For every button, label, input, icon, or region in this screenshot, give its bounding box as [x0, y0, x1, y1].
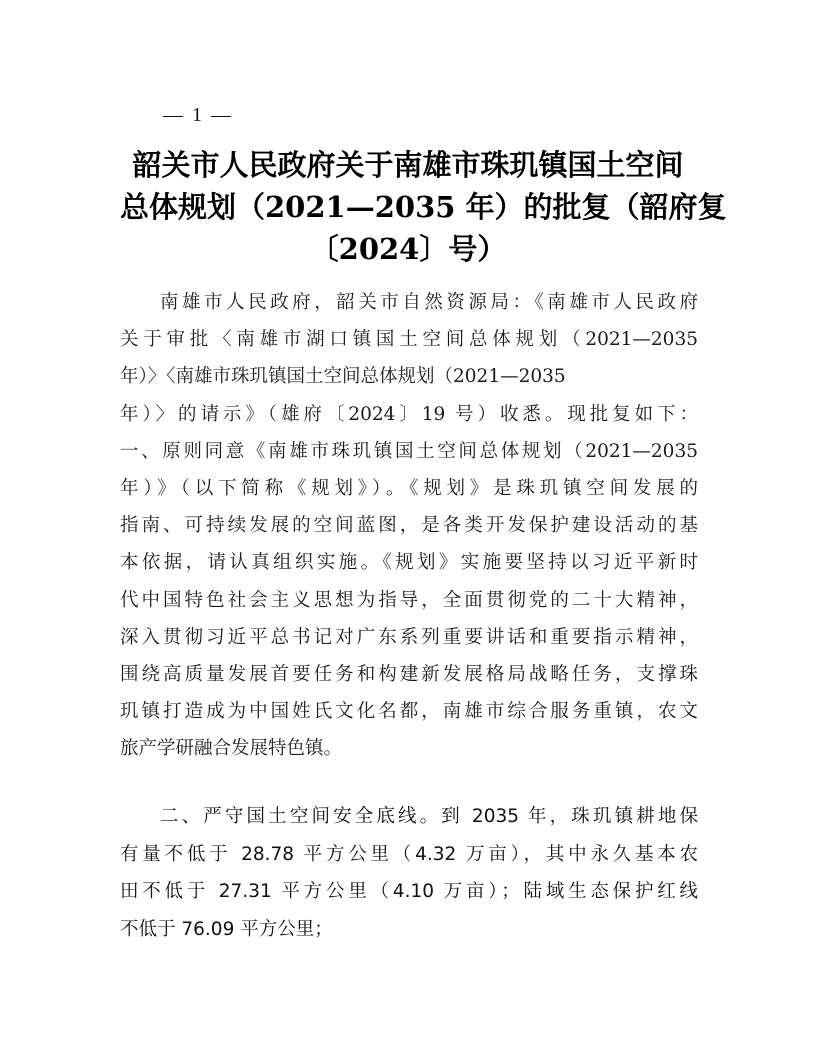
section-two	[120, 798, 698, 948]
body-line: 年）》（以下简称《规划》）。《规划》是珠玑镇空间发展的	[120, 478, 698, 500]
body-line: 关于审批〈南雄市湖口镇国土空间总体规划（2021—2035	[120, 329, 698, 351]
body-line: 旅产学研融合发展特色镇。	[120, 738, 343, 760]
body-line: 年）〉〈南雄市珠玑镇国土空间总体规划（2021—2035	[120, 366, 566, 388]
document-body	[120, 284, 698, 768]
section-line: 二、严守国土空间安全底线。到 2035 年，珠玑镇耕地保	[160, 806, 698, 827]
body-line: 指南、可持续发展的空间蓝图，是各类开发保护建设活动的基	[120, 515, 698, 537]
section-line: 有量不低于 28.78 平方公里（4.32 万亩），其中永久基本农	[120, 843, 698, 865]
body-line: 本依据，请认真组织实施。《规划》实施要坚持以习近平新时	[120, 552, 698, 574]
body-line: 南雄市人民政府，韶关市自然资源局：《南雄市人民政府	[160, 292, 698, 313]
title-line: 韶关市人民政府关于南雄市珠玑镇国土空间	[132, 148, 684, 182]
section-line: 不低于 76.09 平方公里；	[120, 918, 333, 940]
document-title	[120, 144, 727, 270]
body-line: 代中国特色社会主义思想为指导，全面贯彻党的二十大精神，	[120, 589, 698, 611]
section-line: 田不低于 27.31 平方公里（4.10 万亩）；陆域生态保护红线	[120, 881, 698, 902]
body-line: 玑镇打造成为中国姓氏文化名都，南雄市综合服务重镇，农文	[120, 701, 698, 723]
title-line: 总体规划（2021—2035 年）的批复（韶府复	[120, 190, 727, 224]
body-line: 一、原则同意《南雄市珠玑镇国土空间总体规划（2021—2035	[120, 440, 698, 462]
body-line: 年）〉的请示》（雄府〔2024〕19 号）收悉。现批复如下：	[120, 403, 698, 425]
page-number: — 1 —	[163, 104, 233, 126]
body-line: 深入贯彻习近平总书记对广东系列重要讲话和重要指示精神，	[120, 626, 698, 648]
body-line: 围绕高质量发展首要任务和构建新发展格局战略任务，支撑珠	[120, 664, 698, 686]
title-line: 〔2024〕号）	[309, 232, 507, 266]
